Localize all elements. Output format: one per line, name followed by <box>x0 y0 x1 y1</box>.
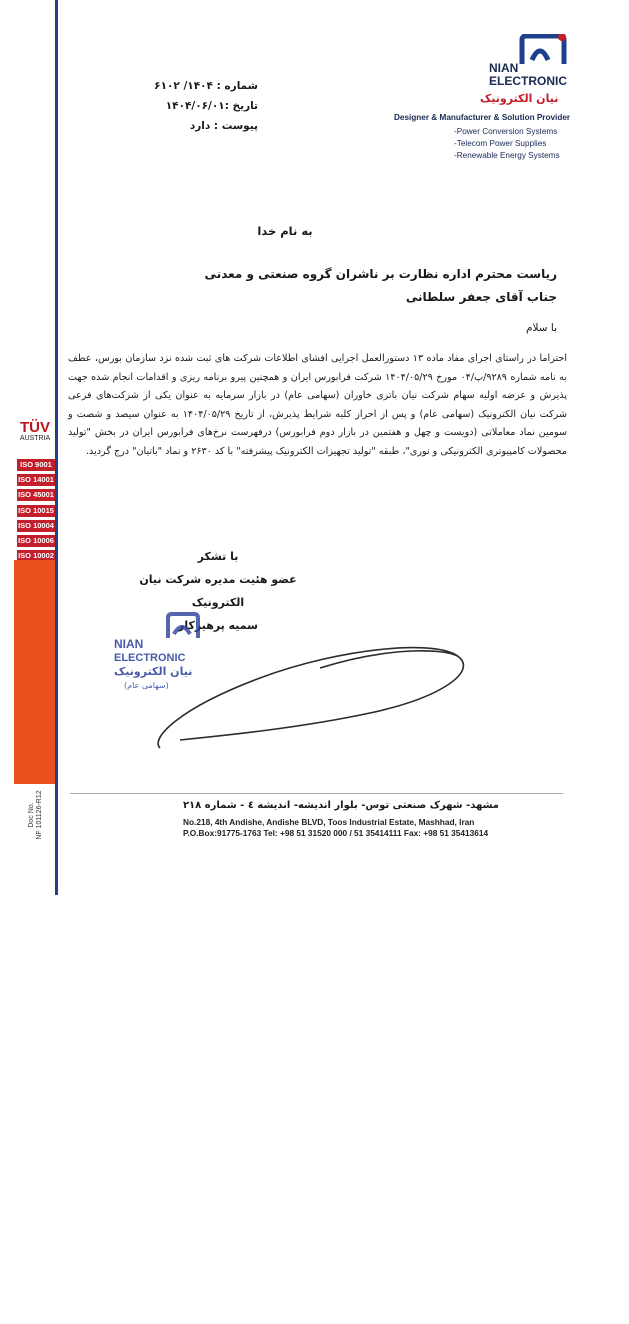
signer-title: عضو هئیت مدیره شرکت نیان الکترونیک <box>139 573 297 609</box>
specialty-item: -Telecom Power Supplies <box>454 139 547 148</box>
iso-badge: ISO 10006 <box>18 535 54 545</box>
tuv-mark: TÜV <box>20 419 50 436</box>
letterhead-sidebar <box>14 0 58 1324</box>
footer-phone-fax: P.O.Box:91775-1763 Tel: +98 51 31520 000 / 51 35414111 Fax: +98 51 35413614 <box>183 828 489 838</box>
handwritten-signature <box>140 618 480 758</box>
recipient-block <box>205 263 557 309</box>
doc-no-label: Doc No. <box>28 802 35 828</box>
signer-name: سمیه پرهیزکار <box>178 619 258 632</box>
company-tagline: Designer & Manufacturer & Solution Provider <box>394 113 571 122</box>
iso-badge: ISO 14001 <box>18 475 54 485</box>
iso-badge: ISO 9001 <box>17 459 55 471</box>
footer-divider <box>70 793 563 794</box>
footer-address-en: No.218, 4th Andishe, Andishe BLVD, Toos Industrial Estate, Mashhad, Iran <box>183 817 475 827</box>
iso-badge: ISO 10015 <box>18 505 54 515</box>
company-specialties <box>454 126 560 162</box>
letter-body: احتراما در راستای اجرای مفاد ماده ۱۳ دستورالعمل اجرایی افشای اطلاعات شرکت های ثبت شده نزد سازمان بورس، عطف به نامه شماره ۹۲۸۹/پ/۰۴ مورخ ۱۴۰۴/۰۵/۲۹ شرکت فرابورس ایران و همچنین پیرو برنامه ریزی و اقدامات انجام شده جهت پذیرش و عرضه اولیه سهام شرکت نیان باتری خاوران (سهامی عام) در بازار سرمایه به عنوان یکی از شرکت‌های فرعی شرکت نیان الکترونیک (سهامی عام) و پس از احراز کلیه شرایط پذیرش، از تاریخ ۱۴۰۴/۰۵/۲۹ به عنوان سیصد و شصت و سومین نماد معاملاتی (دویست و چهل و هفتمین در بازار دوم فرابورس) درفهرست نرخ‌های فرابورس ایران در بخش "تولید محصولات کامپیوتری الکترونیکی و نوری"، طبقه "تولید تجهیزات الکترونیک پیشرفته" با کد ۲۶۳۰ و نماد "باتیان" درج گردید. <box>68 353 567 457</box>
iso-badge-list <box>17 459 55 565</box>
recipient-title: ریاست محترم اداره نظارت بر ناشران گروه صنعتی و معدنی <box>204 267 557 281</box>
letter-reference <box>88 76 258 136</box>
letter-number: شماره : ۱۴۰۴/ ۶۱۰۲ <box>154 80 258 92</box>
company-name-line2: ELECTRONIC <box>489 74 567 88</box>
bismillah-heading: به نام خدا <box>257 224 313 238</box>
footer-contact-en <box>183 817 488 839</box>
letter-attachment: پیوست : دارد <box>189 120 258 132</box>
specialty-item: -Power Conversion Systems <box>454 127 558 136</box>
iso-badge: ISO 10002 <box>18 551 54 561</box>
specialty-item: -Renewable Energy Systems <box>454 151 560 160</box>
doc-no-value: NF 101126-R12 <box>36 790 43 840</box>
recipient-name: جناب آقای جعفر سلطانی <box>405 290 557 304</box>
document-number <box>28 790 44 839</box>
iso-badge: ISO 10004 <box>18 520 54 530</box>
stamp-line4: (سهامی عام) <box>124 681 169 690</box>
tuv-certification-logo <box>16 420 54 442</box>
tuv-country: AUSTRIA <box>19 435 51 442</box>
website-link[interactable]: www.nianelectronic.com <box>28 1136 45 1324</box>
letter-date: تاریخ :۱۴۰۴/۰۶/۰۱ <box>165 100 258 112</box>
stamp-line2: ELECTRONIC <box>114 652 186 664</box>
company-name-en <box>489 62 567 88</box>
footer-address-fa: مشهد- شهرک صنعتی توس- بلوار اندیشه- اندیشه ٤ - شماره ۲۱۸ <box>182 800 499 811</box>
stamp-line3: نیان الکترونیک <box>114 665 193 678</box>
company-name-fa: نیان الکترونیک <box>480 92 559 105</box>
iso-badge: ISO 45001 <box>18 490 54 500</box>
greeting: با سلام <box>525 322 557 334</box>
closing-thanks: با تشکر <box>197 550 239 563</box>
stamp-line1: NIAN <box>114 637 144 651</box>
company-name-line1: NIAN <box>489 61 519 75</box>
